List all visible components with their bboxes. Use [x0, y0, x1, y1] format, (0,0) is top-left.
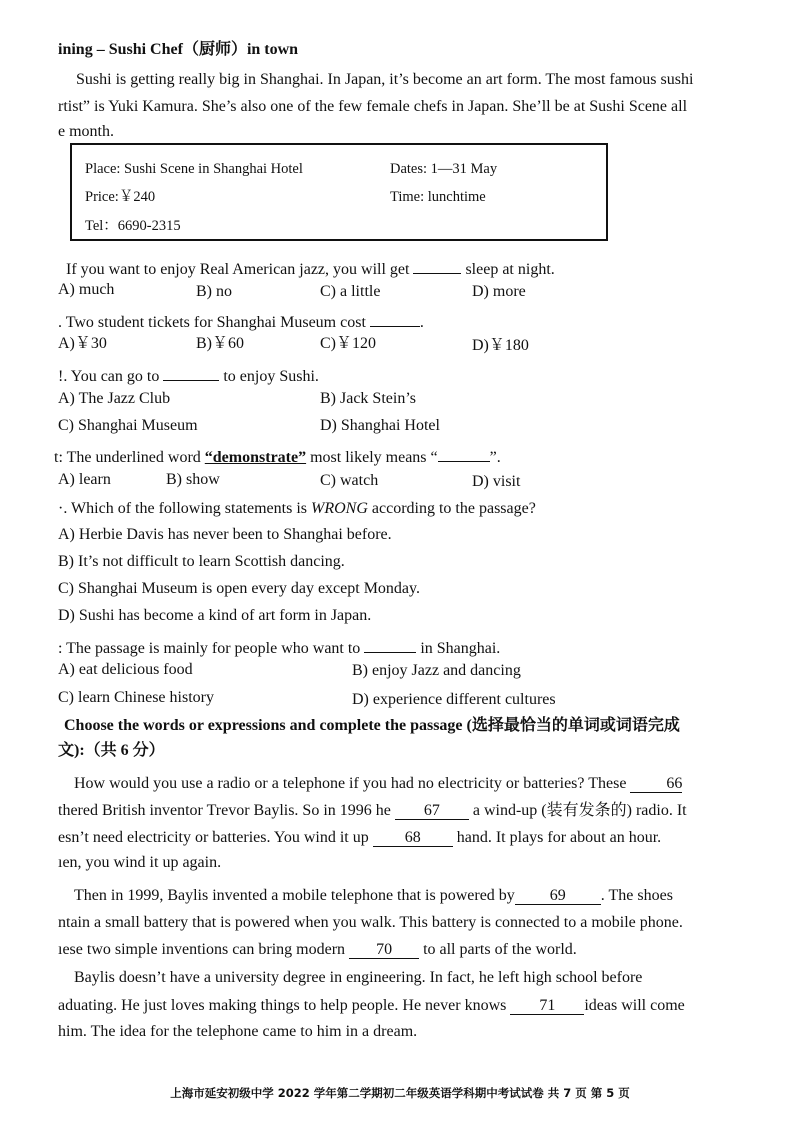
option-c: C) Shanghai Museum is open every day except Monday. [58, 580, 420, 597]
blank-71: 71 [510, 996, 584, 1015]
stem-text: If you want to enjoy Real American jazz, you will get [66, 261, 410, 278]
option-a: A) learn [58, 471, 111, 488]
stem-text: ”. [489, 449, 501, 466]
stem-text: in Shanghai. [420, 640, 501, 657]
option-d: D) experience different cultures [352, 691, 556, 708]
info-price: Price:￥240 [85, 189, 156, 205]
info-dates: Dates: 1—31 May [390, 161, 498, 177]
stem-text: t: The underlined word [54, 449, 201, 466]
info-box [70, 143, 608, 241]
option-d: D) Shanghai Hotel [320, 417, 440, 434]
question-stem [58, 499, 536, 519]
section-title: Choose the words or expressions and complete the passage (选择最恰当的单词或词语完成 [64, 717, 680, 734]
passage-text: aduating. He just loves making things to help people. He never knows [58, 997, 507, 1014]
intro-line: rtist” is Yuki Kamura. She’s also one of the few female chefs in Japan. She’ll be at Sushi Scene all [58, 98, 688, 115]
passage-line: him. The idea for the telephone came to him in a dream. [58, 1023, 418, 1040]
section-heading: ining – Sushi Chef（厨师）in town [58, 41, 299, 58]
answer-blank [438, 443, 490, 462]
passage-text: thered British inventor Trevor Baylis. So in 1996 he [58, 802, 391, 819]
passage-text: . The shoes [600, 887, 673, 904]
info-tel: Tel：6690-2315 [85, 218, 181, 234]
stem-text: sleep at night. [465, 261, 555, 278]
stem-text: according to the passage? [371, 500, 536, 517]
passage-line [58, 801, 687, 821]
stem-text: : The passage is mainly for people who want to [58, 640, 361, 657]
option-c: C) a little [320, 283, 381, 300]
info-place: Place: Sushi Scene in Shanghai Hotel [85, 161, 303, 177]
stem-text: . Two student tickets for Shanghai Museum cost [58, 314, 366, 331]
passage-text: ideas will come [584, 997, 685, 1014]
stem-text: ·. Which of the following statements is [58, 500, 307, 517]
passage-line [74, 774, 682, 794]
passage-text: to all parts of the world. [423, 941, 577, 958]
stem-text: most likely means “ [310, 449, 438, 466]
option-c: C) watch [320, 472, 379, 489]
stem-text: . [419, 314, 424, 331]
option-a: A) much [58, 281, 115, 298]
answer-blank [370, 308, 420, 327]
passage-text: esn’t need electricity or batteries. You wind it up [58, 829, 369, 846]
intro-line: e month. [58, 123, 114, 140]
emphasis-word: WRONG [311, 500, 368, 517]
passage-text: Then in 1999, Baylis invented a mobile telephone that is powered by [74, 887, 515, 904]
passage-text: hand. It plays for about an hour. [456, 829, 662, 846]
question-stem [66, 255, 555, 280]
passage-line: ıen, you wind it up again. [58, 854, 222, 871]
question-stem [58, 308, 424, 333]
stem-text: to enjoy Sushi. [223, 368, 319, 385]
blank-69: 69 [515, 886, 601, 905]
stem-text: !. You can go to [58, 368, 160, 385]
underlined-word: “demonstrate” [204, 449, 307, 466]
section-title: 文):（共 6 分） [58, 742, 165, 759]
passage-line [58, 996, 685, 1016]
passage-line [74, 886, 673, 906]
passage-text: How would you use a radio or a telephone if you had no electricity or batteries? These [74, 775, 627, 792]
blank-66: 66 [630, 774, 682, 793]
option-b: B)￥60 [196, 335, 245, 352]
option-b: B) It’s not difficult to learn Scottish dancing. [58, 553, 345, 570]
blank-67: 67 [395, 801, 469, 820]
page-footer: 上海市延安初级中学 2022 学年第二学期初二年级英语学科期中考试试卷 共 7 页 第 5 页 [170, 1086, 630, 1100]
passage-line: ntain a small battery that is powered when you walk. This battery is connected to a mobile phone. [58, 914, 683, 931]
answer-blank [413, 255, 461, 274]
option-a: A) The Jazz Club [58, 390, 171, 407]
option-d: D)￥180 [472, 337, 529, 354]
option-a: A) eat delicious food [58, 661, 193, 678]
option-a: A) Herbie Davis has never been to Shanghai before. [58, 526, 392, 543]
question-stem [54, 443, 501, 468]
answer-blank [163, 362, 219, 381]
question-stem [58, 362, 319, 387]
passage-text: ıese two simple inventions can bring modern [58, 941, 346, 958]
blank-70: 70 [349, 940, 419, 959]
passage-text: a wind-up (装有发条的) radio. It [472, 802, 687, 819]
info-time: Time: lunchtime [390, 189, 486, 205]
option-b: B) show [166, 471, 220, 488]
blank-68: 68 [373, 828, 453, 847]
option-c: C)￥120 [320, 335, 377, 352]
passage-line [58, 828, 661, 848]
answer-blank [364, 634, 416, 653]
option-a: A)￥30 [58, 335, 107, 352]
option-b: B) enjoy Jazz and dancing [352, 662, 521, 679]
passage-line: Baylis doesn’t have a university degree in engineering. In fact, he left high school before [74, 969, 643, 986]
option-c: C) Shanghai Museum [58, 417, 198, 434]
option-b: B) Jack Stein’s [320, 390, 416, 407]
passage-line [58, 940, 577, 960]
option-c: C) learn Chinese history [58, 689, 214, 706]
option-d: D) visit [472, 473, 521, 490]
question-stem [58, 634, 500, 659]
option-b: B) no [196, 283, 232, 300]
intro-line: Sushi is getting really big in Shanghai. In Japan, it’s become an art form. The most famous sushi [76, 71, 694, 88]
option-d: D) more [472, 283, 526, 300]
option-d: D) Sushi has become a kind of art form in Japan. [58, 607, 372, 624]
